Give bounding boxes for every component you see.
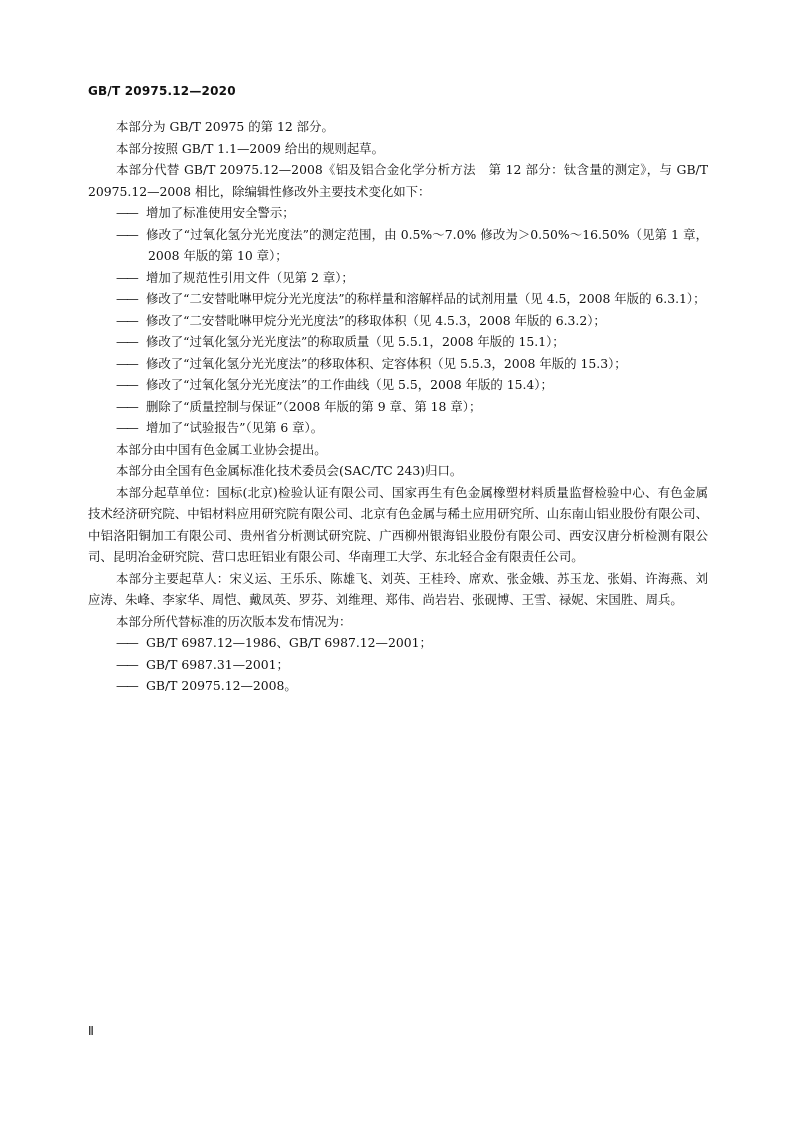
change-item-text: 删除了“质量控制与保证”（2008 年版的第 9 章、第 18 章）； xyxy=(146,398,482,414)
change-item-text: 修改了“过氧化氢分光光度法”的移取体积、定容体积（见 5.5.3，2008 年版的 15.3）； xyxy=(146,355,627,371)
list-item xyxy=(88,202,708,224)
list-item xyxy=(88,654,708,676)
list-item xyxy=(88,331,708,353)
dash-marker: —— xyxy=(116,334,137,349)
history-item-text: GB/T 6987.12—1986、GB/T 6987.12—2001； xyxy=(146,635,432,650)
dash-marker: —— xyxy=(116,226,137,242)
page-number: Ⅱ xyxy=(88,1024,94,1038)
paragraph-drafters: 本部分主要起草人：宋义运、王乐乐、陈雄飞、刘英、王桂玲、席欢、张金娥、苏玉龙、张娟、许海燕、刘应涛、朱峰、李家华、周恺、戴凤英、罗芬、刘维理、郑伟、尚岩岩、张砚博、王雪、禄妮、宋国胜、周兵。 xyxy=(88,570,708,607)
dash-marker: —— xyxy=(116,312,137,328)
dash-marker: —— xyxy=(116,205,137,220)
paragraph-proposer: 本部分由中国有色金属工业协会提出。 xyxy=(116,441,327,457)
change-item-text: 增加了标准使用安全警示； xyxy=(146,205,295,220)
change-item-text: 修改了“二安替吡啉甲烷分光光度法”的称样量和溶解样品的试剂用量（见 4.5，2008 年版的 6.3.1）； xyxy=(146,291,706,306)
dash-marker: —— xyxy=(116,398,137,414)
dash-marker: —— xyxy=(116,291,137,306)
foreword-body xyxy=(88,116,708,697)
paragraph-drafting-rules: 本部分按照 GB/T 1.1—2009 给出的规则起草。 xyxy=(116,140,384,156)
list-item xyxy=(88,396,708,418)
change-item-text: 增加了“试验报告”（见第 6 章）。 xyxy=(146,420,324,435)
history-item-text: GB/T 6987.31—2001； xyxy=(146,656,289,672)
list-item xyxy=(88,288,708,310)
change-item-text: 修改了“过氧化氢分光光度法”的工作曲线（见 5.5，2008 年版的 15.4）； xyxy=(146,377,553,392)
list-item xyxy=(88,224,708,267)
list-item xyxy=(88,675,708,697)
paragraph-committee: 本部分由全国有色金属标准化技术委员会(SAC/TC 243)归口。 xyxy=(116,463,463,478)
dash-marker: —— xyxy=(116,678,137,693)
paragraph-part-scope: 本部分为 GB/T 20975 的第 12 部分。 xyxy=(116,119,334,134)
list-item xyxy=(88,353,708,375)
list-item xyxy=(88,632,708,654)
paragraph-replacement: 本部分代替 GB/T 20975.12—2008《铝及铝合金化学分析方法 第 12 部分：钛含量的测定》，与 GB/T 20975.12—2008 相比，除编辑性修改外主要技术变化如下： xyxy=(88,162,708,199)
paragraph-drafting-units: 本部分起草单位：国标(北京)检验认证有限公司、国家再生有色金属橡塑材料质量监督检验中心、有色金属技术经济研究院、中铝材料应用研究院有限公司、北京有色金属与稀土应用研究所、山东南山铝业股份有限公司、中铝洛阳铜加工有限公司、贵州省分析测试研究院、广西柳州银海铝业股份有限公司、西安汉唐分析检测有限公司、昆明冶金研究院、营口忠旺铝业有限公司、华南理工大学、东北轻合金有限责任公司。 xyxy=(88,484,708,564)
list-item xyxy=(88,417,708,439)
standard-number-header: GB/T 20975.12—2020 xyxy=(88,84,236,98)
history-item-text: GB/T 20975.12—2008。 xyxy=(146,678,297,693)
list-item xyxy=(88,374,708,396)
dash-marker: —— xyxy=(116,656,137,672)
dash-marker: —— xyxy=(116,355,137,371)
change-item-text: 增加了规范性引用文件（见第 2 章）； xyxy=(146,269,354,285)
list-item xyxy=(88,267,708,289)
dash-marker: —— xyxy=(116,635,137,650)
change-item-text: 修改了“过氧化氢分光光度法”的测定范围，由 0.5%～7.0% 修改为＞0.50%～16.50%（见第 1 章，2008 年版的第 10 章）； xyxy=(146,226,708,263)
change-item-text: 修改了“二安替吡啉甲烷分光光度法”的移取体积（见 4.5.3，2008 年版的 6.3.2）； xyxy=(146,312,606,328)
dash-marker: —— xyxy=(116,420,137,435)
list-item xyxy=(88,310,708,332)
dash-marker: —— xyxy=(116,377,137,392)
dash-marker: —— xyxy=(116,269,137,285)
change-item-text: 修改了“过氧化氢分光光度法”的称取质量（见 5.5.1，2008 年版的 15.1）； xyxy=(146,334,565,349)
paragraph-history-intro: 本部分所代替标准的历次版本发布情况为： xyxy=(116,613,352,629)
